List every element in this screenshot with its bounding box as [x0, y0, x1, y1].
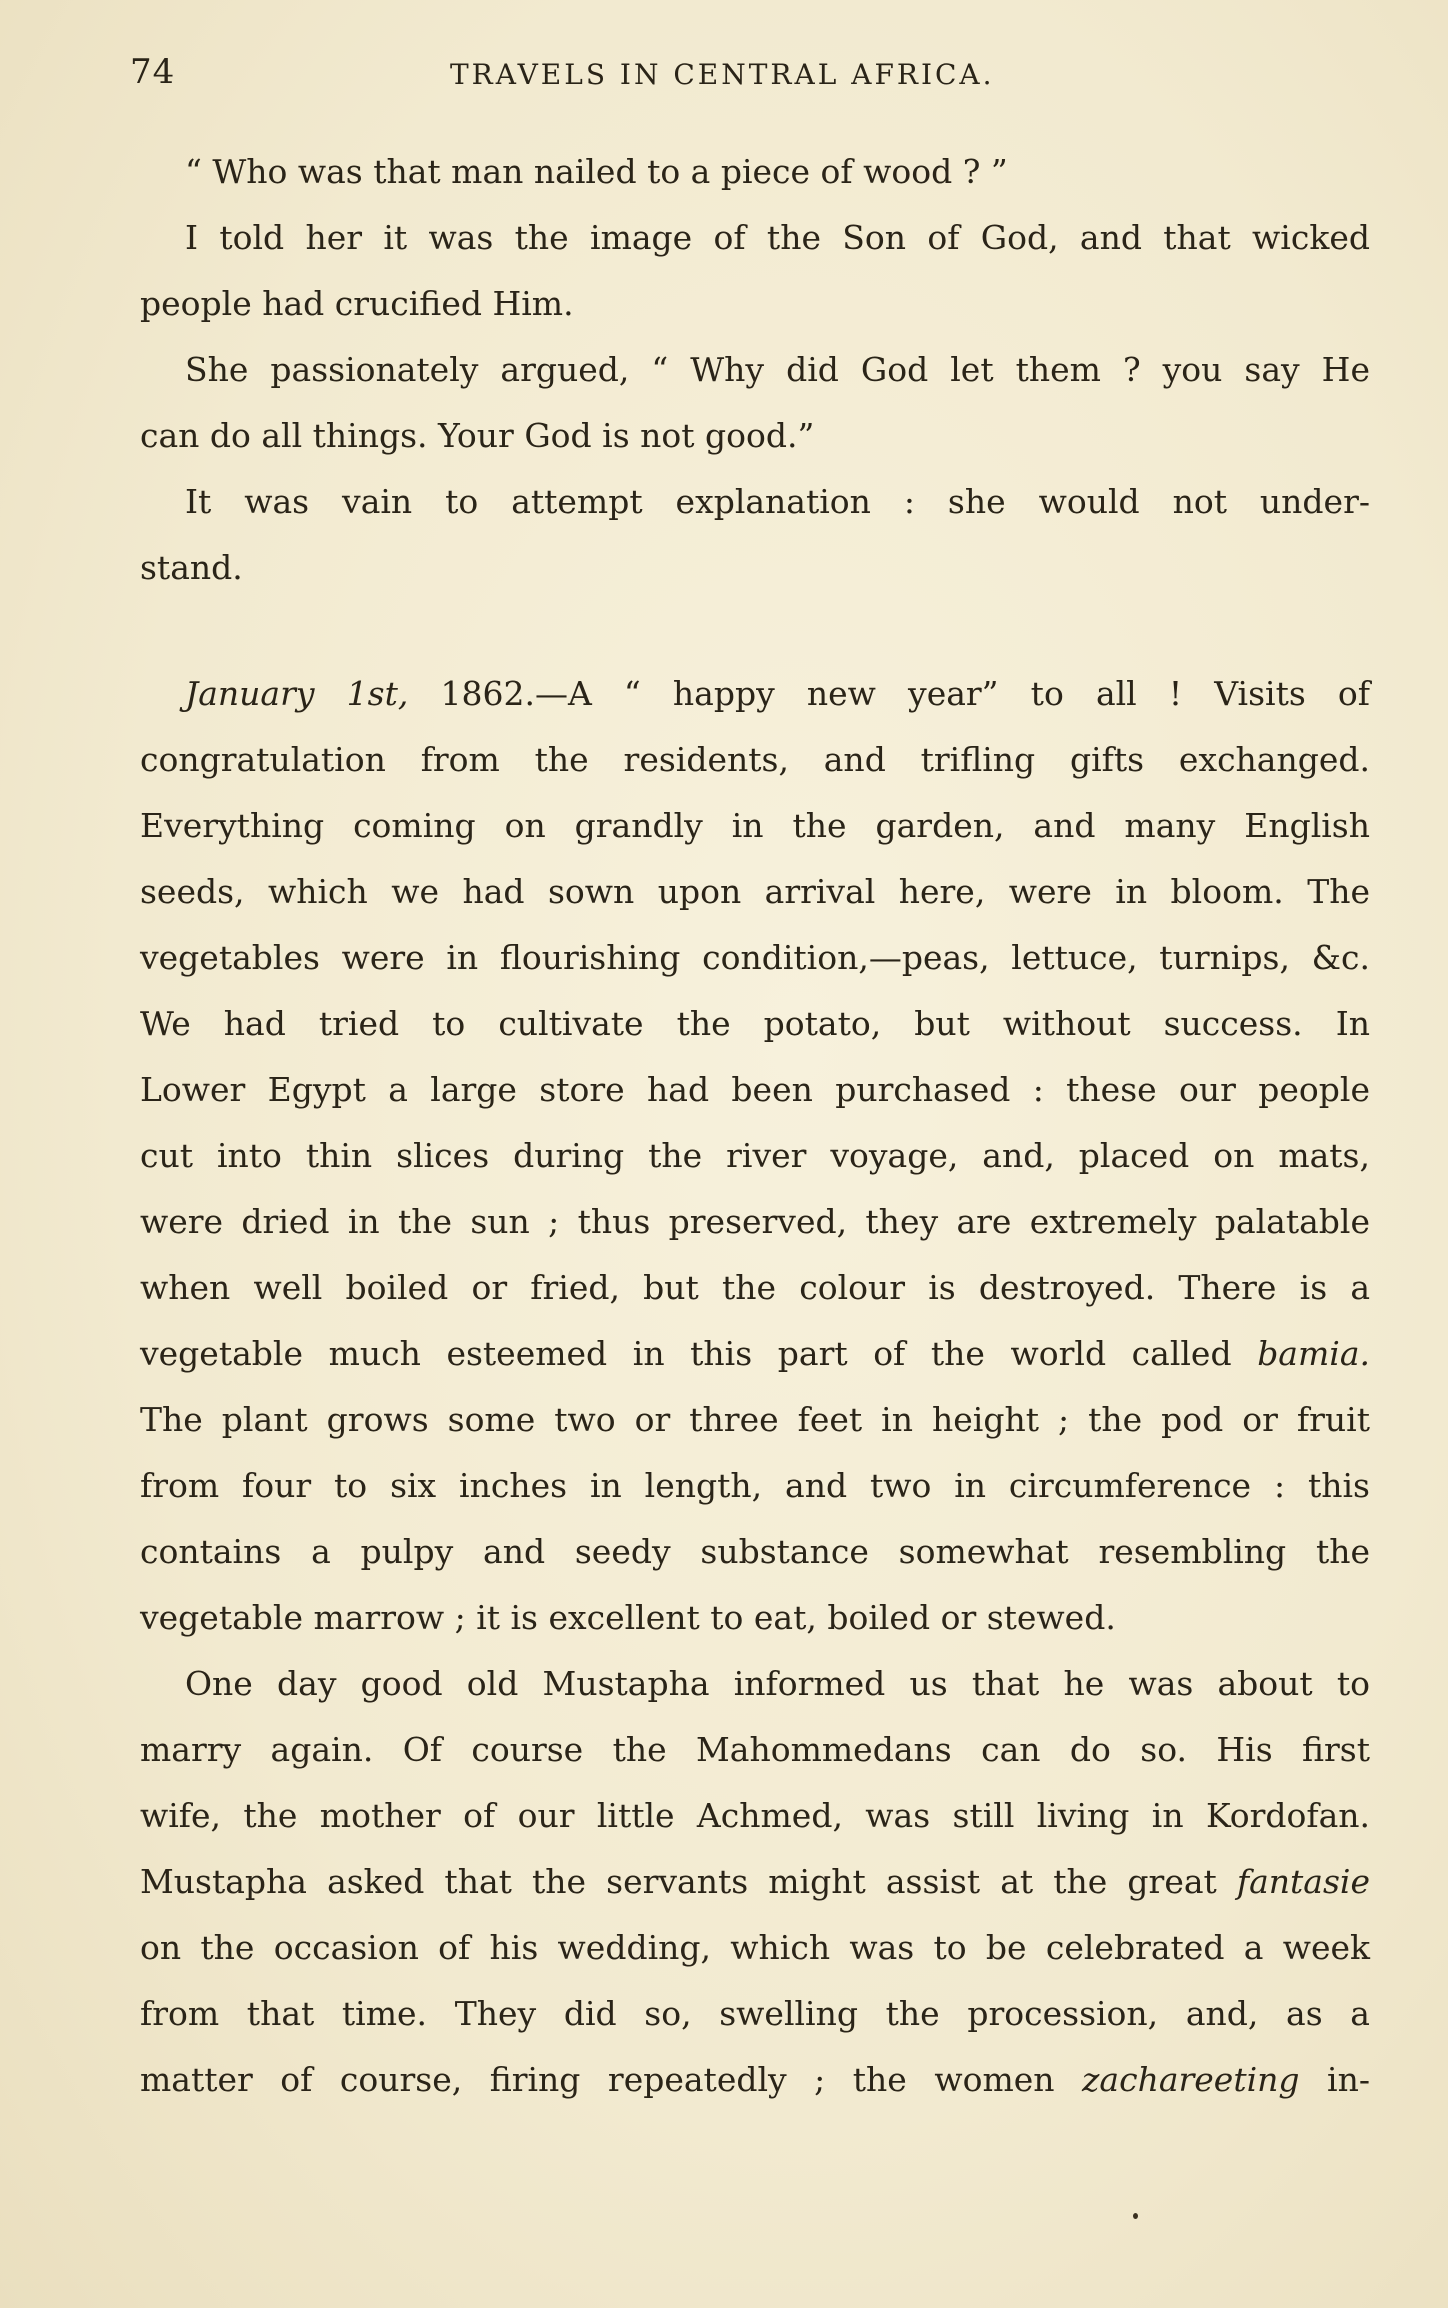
- text-line: The plant grows some two or three feet in height ; the pod or fruit: [140, 1400, 1370, 1439]
- text-line: contains a pulpy and seedy substance somewhat resembling the: [140, 1532, 1370, 1571]
- text-line: vegetable marrow ; it is excellent to eat, boiled or stewed.: [140, 1598, 1116, 1637]
- text-line: when well boiled or fried, but the colour is destroyed. There is a: [140, 1268, 1370, 1307]
- text-line: from that time. They did so, swelling the procession, and, as a: [140, 1994, 1370, 2033]
- text-line: vegetable much esteemed in this part of the world called bamia.: [140, 1334, 1370, 1373]
- text-line: can do all things. Your God is not good.”: [140, 416, 815, 455]
- text-line: It was vain to attempt explanation : she would not under-: [185, 482, 1370, 521]
- text-line: One day good old Mustapha informed us that he was about to: [185, 1664, 1370, 1703]
- running-head: [130, 52, 1370, 102]
- text-line: on the occasion of his wedding, which was to be celebrated a week: [140, 1928, 1370, 1967]
- text-line: “ Who was that man nailed to a piece of wood ? ”: [185, 152, 1008, 191]
- text-line: from four to six inches in length, and two in circumference : this: [140, 1466, 1370, 1505]
- ink-speck: [1133, 2213, 1138, 2219]
- text-line: marry again. Of course the Mahommedans can do so. His first: [140, 1730, 1370, 1769]
- text-line: January 1st, 1862.—A “ happy new year” to all ! Visits of: [185, 674, 1370, 713]
- text-line: wife, the mother of our little Achmed, was still living in Kordofan.: [140, 1796, 1370, 1835]
- text-line: congratulation from the residents, and trifling gifts exchanged.: [140, 740, 1370, 779]
- text-line: I told her it was the image of the Son of God, and that wicked: [185, 218, 1370, 257]
- text-line: stand.: [140, 548, 243, 587]
- text-line: people had crucified Him.: [140, 284, 574, 323]
- text-line: She passionately argued, “ Why did God let them ? you say He: [185, 350, 1370, 389]
- text-line: matter of course, firing repeatedly ; the women zachareeting in-: [140, 2060, 1370, 2099]
- text-line: We had tried to cultivate the potato, but without success. In: [140, 1004, 1370, 1043]
- text-line: cut into thin slices during the river voyage, and, placed on mats,: [140, 1136, 1370, 1175]
- text-line: Mustapha asked that the servants might assist at the great fantasie: [140, 1862, 1370, 1901]
- text-line: were dried in the sun ; thus preserved, they are extremely palatable: [140, 1202, 1370, 1241]
- text-line: vegetables were in flourishing condition,—peas, lettuce, turnips, &c.: [140, 938, 1370, 977]
- page-number: 74: [130, 52, 176, 92]
- text-line: Lower Egypt a large store had been purchased : these our people: [140, 1070, 1370, 1109]
- running-title: TRAVELS IN CENTRAL AFRICA.: [450, 58, 995, 91]
- text-line: seeds, which we had sown upon arrival here, were in bloom. The: [140, 872, 1370, 911]
- text-line: Everything coming on grandly in the garden, and many English: [140, 806, 1370, 845]
